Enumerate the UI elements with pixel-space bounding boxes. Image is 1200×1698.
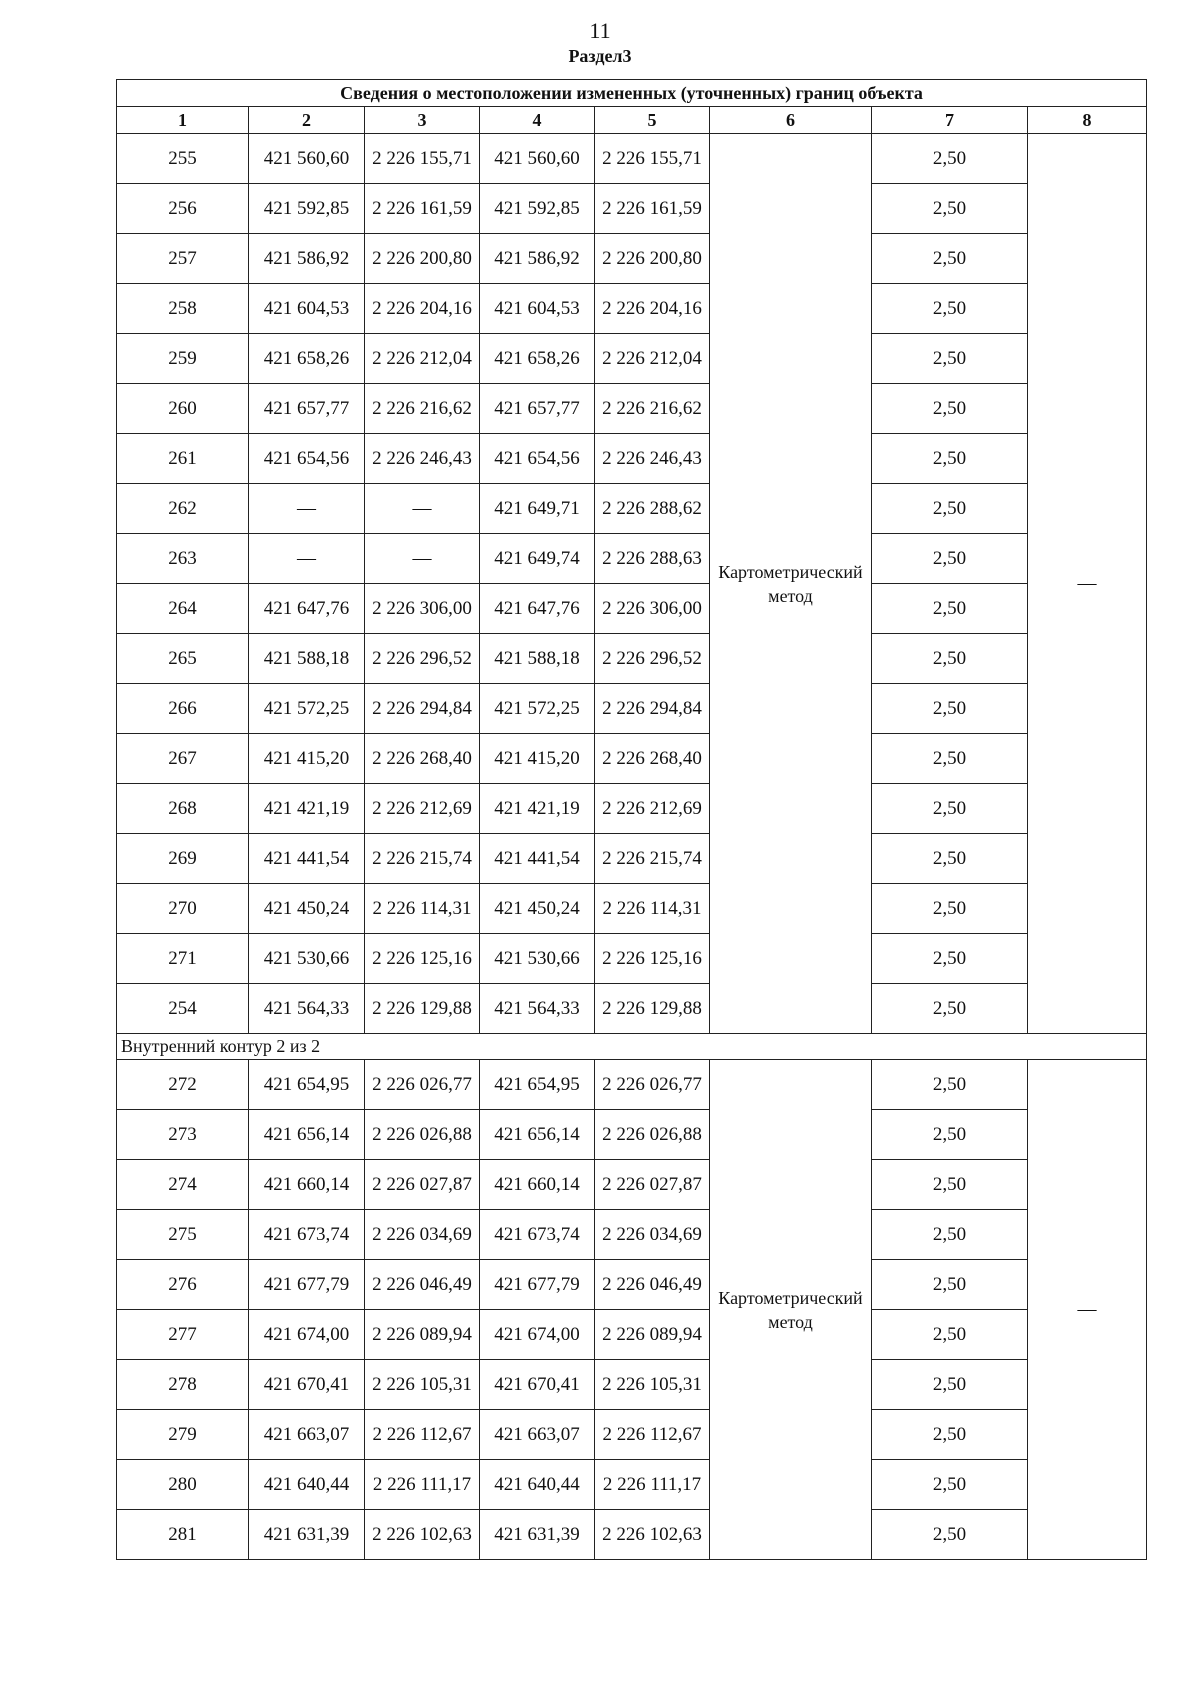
x-existing-cell: —	[249, 534, 365, 584]
x-existing-cell: 421 663,07	[249, 1410, 365, 1460]
point-number-cell: 259	[117, 334, 249, 384]
column-8-cell: —	[1028, 1060, 1147, 1560]
column-number-5: 5	[595, 107, 710, 134]
y-new-cell: 2 226 034,69	[595, 1210, 710, 1260]
table-row	[117, 1160, 1147, 1210]
y-existing-cell: 2 226 200,80	[365, 234, 480, 284]
x-new-cell: 421 564,33	[480, 984, 595, 1034]
y-new-cell: 2 226 129,88	[595, 984, 710, 1034]
table-row	[117, 1360, 1147, 1410]
section-title: Раздел3	[568, 46, 632, 66]
table-row	[117, 1410, 1147, 1460]
table-row	[117, 234, 1147, 284]
point-number-cell: 280	[117, 1460, 249, 1510]
x-existing-cell: 421 604,53	[249, 284, 365, 334]
x-existing-cell: 421 415,20	[249, 734, 365, 784]
x-existing-cell: 421 658,26	[249, 334, 365, 384]
x-new-cell: 421 649,74	[480, 534, 595, 584]
column-number-1: 1	[117, 107, 249, 134]
y-existing-cell: 2 226 294,84	[365, 684, 480, 734]
table-row	[117, 834, 1147, 884]
accuracy-cell: 2,50	[872, 534, 1028, 584]
point-number-cell: 269	[117, 834, 249, 884]
x-new-cell: 421 588,18	[480, 634, 595, 684]
y-existing-cell: 2 226 111,17	[365, 1460, 480, 1510]
y-new-cell: 2 226 105,31	[595, 1360, 710, 1410]
y-new-cell: 2 226 102,63	[595, 1510, 710, 1560]
point-number-cell: 255	[117, 134, 249, 184]
accuracy-cell: 2,50	[872, 1160, 1028, 1210]
point-number-cell: 261	[117, 434, 249, 484]
point-number-cell: 271	[117, 934, 249, 984]
method-cell: Картометрический метод	[710, 134, 872, 1034]
accuracy-cell: 2,50	[872, 1110, 1028, 1160]
y-existing-cell: 2 226 296,52	[365, 634, 480, 684]
boundary-table	[116, 79, 1147, 1560]
accuracy-cell: 2,50	[872, 684, 1028, 734]
x-existing-cell: 421 654,95	[249, 1060, 365, 1110]
point-number-cell: 256	[117, 184, 249, 234]
column-number-2: 2	[249, 107, 365, 134]
y-new-cell: 2 226 155,71	[595, 134, 710, 184]
y-new-cell: 2 226 027,87	[595, 1160, 710, 1210]
column-number-7: 7	[872, 107, 1028, 134]
column-number-row	[117, 107, 1147, 134]
table-row	[117, 1110, 1147, 1160]
accuracy-cell: 2,50	[872, 634, 1028, 684]
table-row	[117, 384, 1147, 434]
y-existing-cell: 2 226 306,00	[365, 584, 480, 634]
y-new-cell: 2 226 112,67	[595, 1410, 710, 1460]
x-new-cell: 421 631,39	[480, 1510, 595, 1560]
point-number-cell: 273	[117, 1110, 249, 1160]
x-new-cell: 421 660,14	[480, 1160, 595, 1210]
table-title: Сведения о местоположении измененных (уточненных) границ объекта	[117, 80, 1147, 107]
x-existing-cell: 421 588,18	[249, 634, 365, 684]
x-new-cell: 421 604,53	[480, 284, 595, 334]
x-existing-cell: 421 564,33	[249, 984, 365, 1034]
x-existing-cell: 421 670,41	[249, 1360, 365, 1410]
table-row	[117, 634, 1147, 684]
y-existing-cell: —	[365, 534, 480, 584]
accuracy-cell: 2,50	[872, 1210, 1028, 1260]
y-new-cell: 2 226 089,94	[595, 1310, 710, 1360]
table-row	[117, 134, 1147, 184]
accuracy-cell: 2,50	[872, 884, 1028, 934]
point-number-cell: 275	[117, 1210, 249, 1260]
accuracy-cell: 2,50	[872, 334, 1028, 384]
accuracy-cell: 2,50	[872, 1060, 1028, 1110]
x-existing-cell: 421 441,54	[249, 834, 365, 884]
y-new-cell: 2 226 212,04	[595, 334, 710, 384]
x-existing-cell: 421 631,39	[249, 1510, 365, 1560]
point-number-cell: 268	[117, 784, 249, 834]
x-new-cell: 421 670,41	[480, 1360, 595, 1410]
contour-label-row	[117, 1034, 1147, 1060]
accuracy-cell: 2,50	[872, 284, 1028, 334]
x-new-cell: 421 640,44	[480, 1460, 595, 1510]
y-existing-cell: 2 226 212,69	[365, 784, 480, 834]
y-existing-cell: 2 226 125,16	[365, 934, 480, 984]
x-new-cell: 421 586,92	[480, 234, 595, 284]
accuracy-cell: 2,50	[872, 734, 1028, 784]
x-new-cell: 421 657,77	[480, 384, 595, 434]
table-row	[117, 484, 1147, 534]
y-new-cell: 2 226 306,00	[595, 584, 710, 634]
x-new-cell: 421 560,60	[480, 134, 595, 184]
x-new-cell: 421 677,79	[480, 1260, 595, 1310]
y-new-cell: 2 226 268,40	[595, 734, 710, 784]
y-new-cell: 2 226 294,84	[595, 684, 710, 734]
point-number-cell: 281	[117, 1510, 249, 1560]
x-new-cell: 421 649,71	[480, 484, 595, 534]
table-row	[117, 334, 1147, 384]
x-existing-cell: 421 450,24	[249, 884, 365, 934]
y-new-cell: 2 226 288,62	[595, 484, 710, 534]
y-existing-cell: 2 226 268,40	[365, 734, 480, 784]
y-existing-cell: 2 226 212,04	[365, 334, 480, 384]
point-number-cell: 260	[117, 384, 249, 434]
table-row	[117, 584, 1147, 634]
y-existing-cell: 2 226 204,16	[365, 284, 480, 334]
x-existing-cell: 421 647,76	[249, 584, 365, 634]
x-existing-cell: —	[249, 484, 365, 534]
x-existing-cell: 421 592,85	[249, 184, 365, 234]
y-new-cell: 2 226 026,77	[595, 1060, 710, 1110]
x-existing-cell: 421 654,56	[249, 434, 365, 484]
point-number-cell: 277	[117, 1310, 249, 1360]
x-new-cell: 421 656,14	[480, 1110, 595, 1160]
y-existing-cell: 2 226 155,71	[365, 134, 480, 184]
point-number-cell: 264	[117, 584, 249, 634]
y-existing-cell: 2 226 102,63	[365, 1510, 480, 1560]
point-number-cell: 274	[117, 1160, 249, 1210]
accuracy-cell: 2,50	[872, 1460, 1028, 1510]
x-new-cell: 421 647,76	[480, 584, 595, 634]
table-row	[117, 784, 1147, 834]
y-new-cell: 2 226 216,62	[595, 384, 710, 434]
contour-label: Внутренний контур 2 из 2	[117, 1034, 1147, 1060]
x-new-cell: 421 663,07	[480, 1410, 595, 1460]
y-existing-cell: 2 226 089,94	[365, 1310, 480, 1360]
table-row	[117, 1460, 1147, 1510]
table-row	[117, 1210, 1147, 1260]
x-existing-cell: 421 657,77	[249, 384, 365, 434]
x-existing-cell: 421 673,74	[249, 1210, 365, 1260]
x-existing-cell: 421 660,14	[249, 1160, 365, 1210]
x-existing-cell: 421 586,92	[249, 234, 365, 284]
x-existing-cell: 421 560,60	[249, 134, 365, 184]
point-number-cell: 272	[117, 1060, 249, 1110]
x-existing-cell: 421 421,19	[249, 784, 365, 834]
x-new-cell: 421 654,95	[480, 1060, 595, 1110]
y-new-cell: 2 226 296,52	[595, 634, 710, 684]
table-row	[117, 434, 1147, 484]
y-existing-cell: 2 226 114,31	[365, 884, 480, 934]
accuracy-cell: 2,50	[872, 1360, 1028, 1410]
y-new-cell: 2 226 111,17	[595, 1460, 710, 1510]
y-new-cell: 2 226 161,59	[595, 184, 710, 234]
y-existing-cell: 2 226 026,88	[365, 1110, 480, 1160]
accuracy-cell: 2,50	[872, 1310, 1028, 1360]
x-existing-cell: 421 530,66	[249, 934, 365, 984]
table-body	[117, 134, 1147, 1560]
method-cell: Картометрический метод	[710, 1060, 872, 1560]
x-new-cell: 421 421,19	[480, 784, 595, 834]
accuracy-cell: 2,50	[872, 1260, 1028, 1310]
y-existing-cell: 2 226 026,77	[365, 1060, 480, 1110]
x-new-cell: 421 572,25	[480, 684, 595, 734]
point-number-cell: 279	[117, 1410, 249, 1460]
y-existing-cell: 2 226 046,49	[365, 1260, 480, 1310]
x-new-cell: 421 673,74	[480, 1210, 595, 1260]
table-row	[117, 1510, 1147, 1560]
x-new-cell: 421 530,66	[480, 934, 595, 984]
accuracy-cell: 2,50	[872, 234, 1028, 284]
accuracy-cell: 2,50	[872, 1510, 1028, 1560]
y-existing-cell: 2 226 034,69	[365, 1210, 480, 1260]
point-number-cell: 258	[117, 284, 249, 334]
point-number-cell: 257	[117, 234, 249, 284]
x-existing-cell: 421 640,44	[249, 1460, 365, 1510]
table-row	[117, 684, 1147, 734]
column-number-4: 4	[480, 107, 595, 134]
y-new-cell: 2 226 200,80	[595, 234, 710, 284]
table-row	[117, 734, 1147, 784]
point-number-cell: 267	[117, 734, 249, 784]
accuracy-cell: 2,50	[872, 984, 1028, 1034]
y-new-cell: 2 226 212,69	[595, 784, 710, 834]
column-number-8: 8	[1028, 107, 1147, 134]
column-number-3: 3	[365, 107, 480, 134]
y-new-cell: 2 226 288,63	[595, 534, 710, 584]
x-existing-cell: 421 677,79	[249, 1260, 365, 1310]
point-number-cell: 265	[117, 634, 249, 684]
x-new-cell: 421 654,56	[480, 434, 595, 484]
accuracy-cell: 2,50	[872, 1410, 1028, 1460]
point-number-cell: 254	[117, 984, 249, 1034]
page-number: 11	[589, 18, 611, 43]
y-new-cell: 2 226 026,88	[595, 1110, 710, 1160]
y-new-cell: 2 226 204,16	[595, 284, 710, 334]
y-existing-cell: 2 226 215,74	[365, 834, 480, 884]
accuracy-cell: 2,50	[872, 484, 1028, 534]
x-new-cell: 421 441,54	[480, 834, 595, 884]
y-new-cell: 2 226 046,49	[595, 1260, 710, 1310]
accuracy-cell: 2,50	[872, 384, 1028, 434]
y-existing-cell: 2 226 246,43	[365, 434, 480, 484]
x-existing-cell: 421 656,14	[249, 1110, 365, 1160]
table-row	[117, 884, 1147, 934]
accuracy-cell: 2,50	[872, 184, 1028, 234]
table-row	[117, 1060, 1147, 1110]
point-number-cell: 270	[117, 884, 249, 934]
point-number-cell: 266	[117, 684, 249, 734]
y-existing-cell: 2 226 129,88	[365, 984, 480, 1034]
table-row	[117, 1310, 1147, 1360]
point-number-cell: 262	[117, 484, 249, 534]
x-existing-cell: 421 674,00	[249, 1310, 365, 1360]
y-existing-cell: 2 226 112,67	[365, 1410, 480, 1460]
x-new-cell: 421 450,24	[480, 884, 595, 934]
accuracy-cell: 2,50	[872, 784, 1028, 834]
table-row	[117, 984, 1147, 1034]
table-row	[117, 284, 1147, 334]
y-existing-cell: —	[365, 484, 480, 534]
column-number-6: 6	[710, 107, 872, 134]
y-new-cell: 2 226 125,16	[595, 934, 710, 984]
accuracy-cell: 2,50	[872, 134, 1028, 184]
accuracy-cell: 2,50	[872, 934, 1028, 984]
point-number-cell: 263	[117, 534, 249, 584]
x-new-cell: 421 592,85	[480, 184, 595, 234]
accuracy-cell: 2,50	[872, 434, 1028, 484]
column-8-cell: —	[1028, 134, 1147, 1034]
x-new-cell: 421 674,00	[480, 1310, 595, 1360]
y-new-cell: 2 226 114,31	[595, 884, 710, 934]
y-existing-cell: 2 226 216,62	[365, 384, 480, 434]
point-number-cell: 278	[117, 1360, 249, 1410]
accuracy-cell: 2,50	[872, 584, 1028, 634]
table-row	[117, 184, 1147, 234]
x-new-cell: 421 415,20	[480, 734, 595, 784]
table-row	[117, 934, 1147, 984]
table-row	[117, 1260, 1147, 1310]
y-new-cell: 2 226 215,74	[595, 834, 710, 884]
y-existing-cell: 2 226 027,87	[365, 1160, 480, 1210]
x-new-cell: 421 658,26	[480, 334, 595, 384]
x-existing-cell: 421 572,25	[249, 684, 365, 734]
accuracy-cell: 2,50	[872, 834, 1028, 884]
y-existing-cell: 2 226 161,59	[365, 184, 480, 234]
y-new-cell: 2 226 246,43	[595, 434, 710, 484]
y-existing-cell: 2 226 105,31	[365, 1360, 480, 1410]
point-number-cell: 276	[117, 1260, 249, 1310]
table-row	[117, 534, 1147, 584]
